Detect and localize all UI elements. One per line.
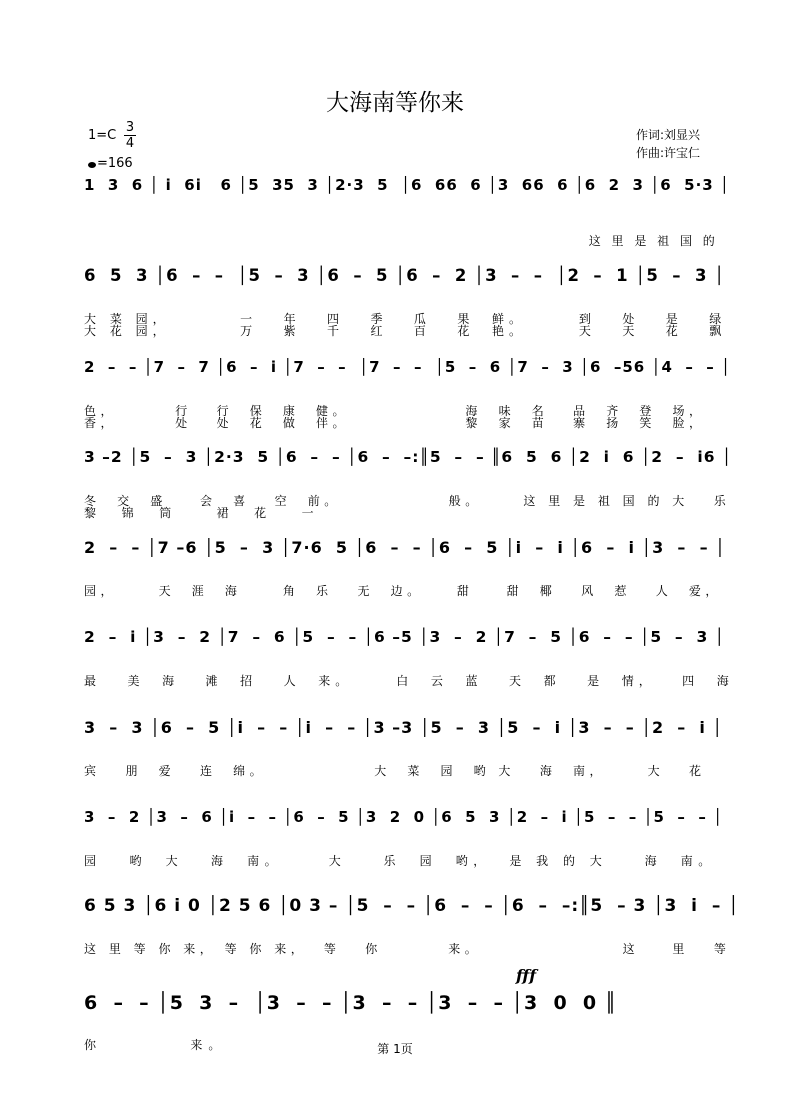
- lyric-line: 最 美 海 滩 招 人 来。 白 云 蓝 天 都 是 情， 四 海: [84, 674, 734, 688]
- dynamic-marking: fff: [516, 966, 537, 985]
- score-row: [84, 448, 740, 478]
- score-row: [84, 628, 740, 658]
- score-row: [84, 538, 740, 568]
- composer: 作曲:许宝仁: [636, 146, 701, 160]
- lyric-line: 园 哟 大 海 南。 大 乐 园 哟， 是 我 的 大 海 南。: [84, 854, 716, 868]
- key-signature: 1=C: [88, 128, 117, 143]
- notation-line: 3 –2 │5 – 3 │2·3 5 │6 – – │6 – –:║5 – – ║6 5 6 │2 i 6 │2 – i6 │: [84, 448, 733, 466]
- score-row: [84, 176, 740, 206]
- lyric-line: 宾 朋 爱 连 绵。 大 菜 园 哟 大 海 南， 大 花: [84, 764, 706, 778]
- lyric-line: 香， 处 处 花 做 伴。 黎 家 苗 寨 扬 笑 脸，: [84, 416, 706, 430]
- notation-line: 2 – i │3 – 2 │7 – 6 │5 – – │6 –5 │3 – 2 │7 – 5 │6 – – │5 – 3 │: [84, 628, 725, 646]
- time-top: 3: [125, 120, 135, 135]
- lyricist: 作词:刘显兴: [636, 128, 701, 142]
- lyric-line: 大 花 园， 万 紫 千 红 百 花 艳。 天 天 花 飘: [84, 324, 727, 338]
- lyric-line: 大 菜 园， 一 年 四 季 瓜 果 鲜。 到 处 是 绿: [84, 312, 727, 326]
- tempo-marking: [88, 156, 133, 171]
- score-row: [84, 808, 740, 838]
- score-row: [84, 992, 740, 1022]
- notation-line: 1 3 6 │ i 6i 6 │5 35 3 │2·3 5 │6 66 6 │3 66 6 │6 2 3 │6 5·3 │: [84, 176, 730, 194]
- quarter-note-icon: [88, 162, 96, 168]
- score-row: [84, 266, 740, 296]
- notation-line: 3 – 3 │6 – 5 │i – – │i – – │3 –3 │5 – 3 │5 – i │3 – – │2 – i │: [84, 718, 724, 737]
- notation-line: 3 – 2 │3 – 6 │i – – │6 – 5 │3 2 0 │6 5 3 │2 – i │5 – – │5 – – │: [84, 808, 724, 826]
- time-bottom: 4: [125, 136, 135, 151]
- lyric-line: 冬 交 盛 会 喜 空 前。 般。 这 里 是 祖 国 的 大 乐: [84, 494, 731, 508]
- lyric-line: 色， 行 行 保 康 健。 海 味 名 品 齐 登 场，: [84, 404, 706, 418]
- notation-line: 6 5 3 │6 i 0 │2 5 6 │0 3 – │5 – – │6 – – │6 – –:║5 – 3 │3 i – │: [84, 896, 740, 916]
- credits: [636, 126, 700, 162]
- notation-line: 6 5 3 │6 – – │5 – 3 │6 – 5 │6 – 2 │3 – – │2 – 1 │5 – 3 │: [84, 266, 726, 285]
- notation-line: 6 – – │5 3 – │3 – – │3 – – │3 – – │3 0 0 ║: [84, 992, 618, 1014]
- time-signature: [124, 120, 136, 151]
- lyric-line: 园， 天 涯 海 角 乐 无 边。 甜 甜 椰 风 惹 人 爱，: [84, 584, 722, 598]
- notation-line: 2 – – │7 – 7 │6 – i │7 – – │7 – – │5 – 6 │7 – 3 │6 –56 │4 – – │: [84, 358, 732, 376]
- song-title: 大海南等你来: [326, 90, 464, 116]
- lyric-line: 黎 锦 筒 裙 花 一: [84, 506, 320, 520]
- tempo-value: =166: [97, 156, 133, 171]
- score-row: [84, 896, 740, 926]
- score-row: [84, 718, 740, 748]
- page-number: 第 1页: [377, 1042, 413, 1056]
- score-row: [84, 358, 740, 388]
- lyric-line: 这 里 等 你 来， 等 你 来， 等 你 来。 这 里 等: [84, 942, 731, 956]
- lyric-line: 这 里 是 祖 国 的: [84, 234, 719, 248]
- lyric-line: 你 来。: [84, 1038, 227, 1052]
- notation-line: 2 – – │7 –6 │5 – 3 │7·6 5 │6 – – │6 – 5 │i – i │6 – i │3 – – │: [84, 538, 726, 557]
